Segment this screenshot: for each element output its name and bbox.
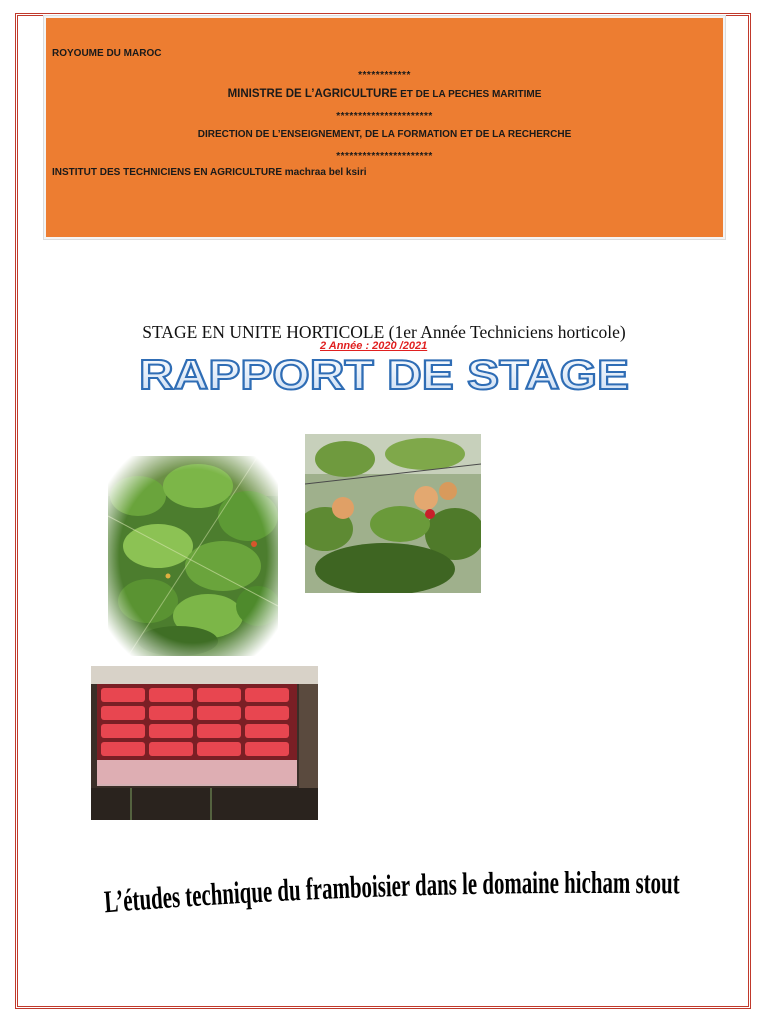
ministry-suffix: ET DE LA PECHES MARITIME (397, 89, 542, 100)
report-title-text: L’études technique du framboisier dans le domaine hicham stout (103, 865, 683, 920)
institution-header (44, 16, 725, 239)
wordart-text: RAPPORT DE STAGE (139, 351, 629, 398)
raspberry-harvest-crate-photo (91, 666, 318, 820)
report-wordart-title (134, 349, 634, 399)
academic-year: 2 Année : 2020 /2021 (320, 340, 428, 352)
raspberry-plants-photo (108, 456, 278, 656)
kingdom-label: ROYOUME DU MAROC (52, 48, 162, 59)
separator-stars: ********************** (336, 111, 433, 122)
svg-text:L’études technique du frambois (103, 865, 683, 920)
ministry-label (46, 88, 723, 100)
report-title (95, 862, 695, 922)
stage-description: STAGE EN UNITE HORTICOLE (1er Année Techniciens horticole) (142, 322, 626, 342)
separator-stars: ********************** (336, 151, 433, 162)
ministry-prefix: MINISTRE DE L’ (227, 88, 315, 100)
institute-name: INSTITUT DES TECHNICIENS EN AGRICULTURE (52, 167, 283, 178)
separator-stars: ************ (358, 70, 411, 81)
direction-label: DIRECTION DE L’ENSEIGNEMENT, DE LA FORMATION ET DE LA RECHERCHE (197, 129, 572, 140)
institute-label (52, 167, 367, 178)
ministry-agriculture: AGRICULTURE (314, 88, 398, 100)
institute-place: machraa bel ksiri (282, 167, 367, 178)
raspberry-fruit-photo (305, 434, 481, 593)
